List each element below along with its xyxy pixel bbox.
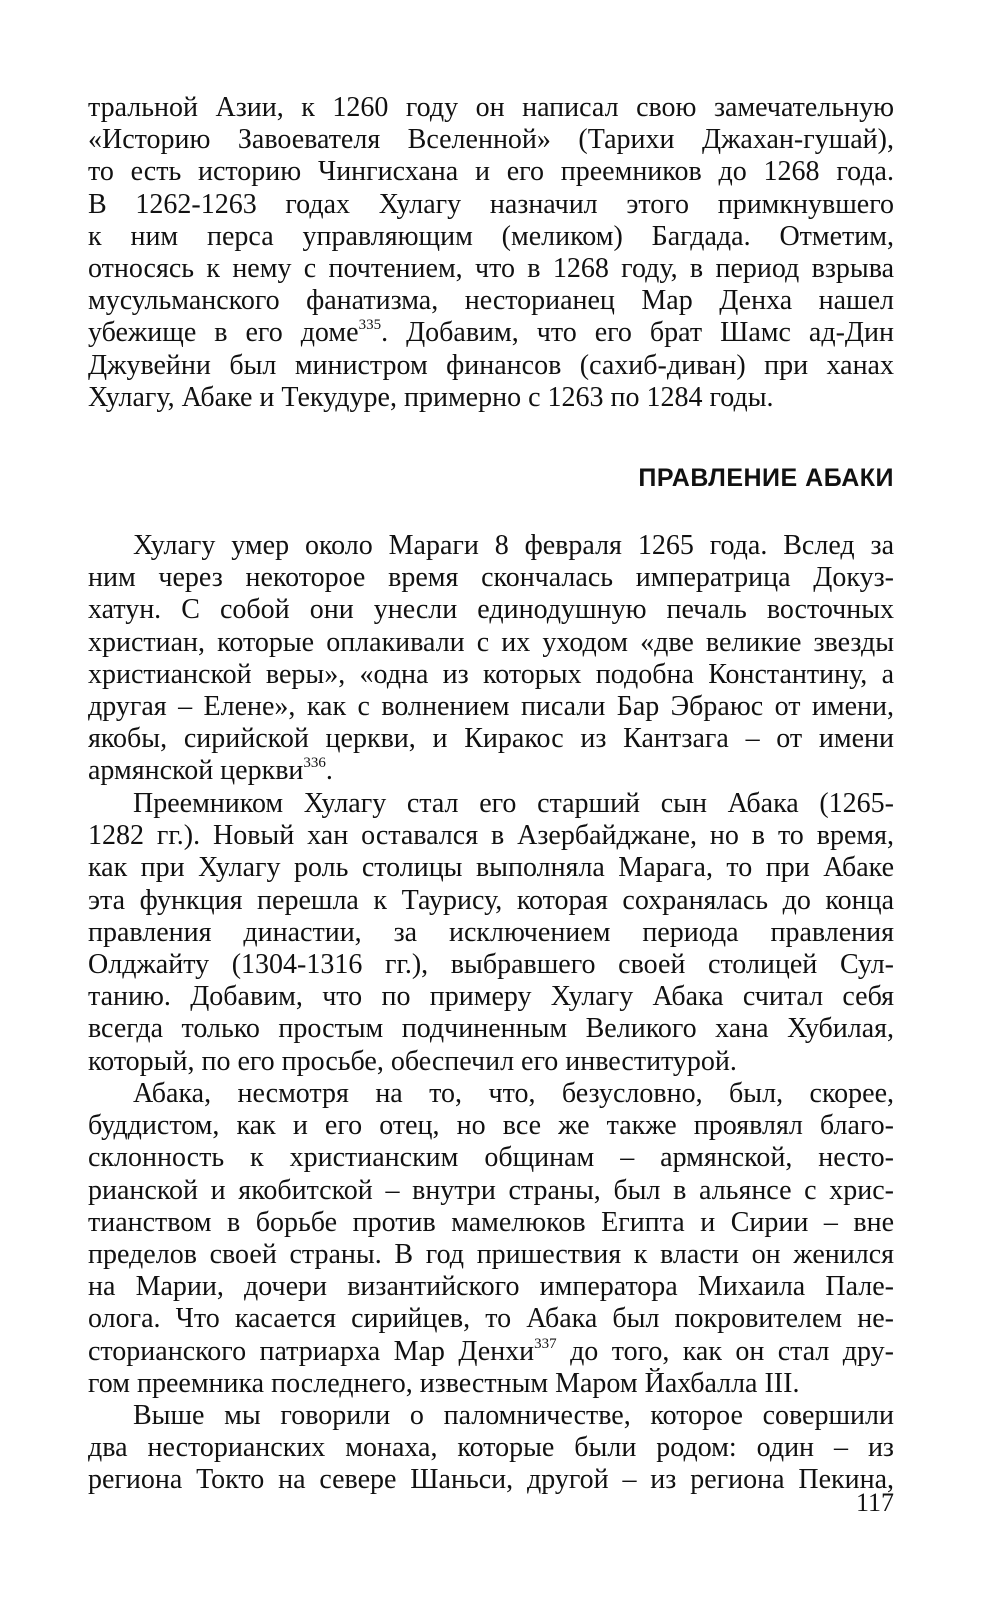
text-line: В 1262-1263 годах Хулагу назначил этого примкнувшего — [88, 188, 894, 220]
text-segment: до того, как он стал дру- — [556, 1335, 894, 1367]
text-line: Олджайту (1304-1316 гг.), выбравшего своей столицей Сул- — [88, 948, 894, 980]
paragraph-4 — [88, 1400, 894, 1497]
text-line: хатун. С собой они унесли единодушную печаль восточных — [88, 594, 894, 626]
text-line: буддистом, как и его отец, но все же также проявлял благо- — [88, 1110, 894, 1142]
text-line: склонность к христианским общинам – армянской, несто- — [88, 1142, 894, 1174]
text-line: который, по его просьбе, обеспечил его инвеститурой. — [88, 1045, 737, 1077]
text-line: христиан, которые оплакивали с их уходом «две великие звезды — [88, 626, 894, 658]
text-line: Абака, несмотря на то, что, безусловно, был, скорее, — [133, 1078, 894, 1109]
footnote-ref-336: 336 — [303, 755, 326, 772]
text-line: тианством в борьбе против мамелюков Египта и Сирии – вне — [88, 1206, 894, 1238]
text-line: танию. Добавим, что по примеру Хулагу Абака считал себя — [88, 981, 894, 1013]
section-heading: ПРАВЛЕНИЕ АБАКИ — [638, 464, 894, 492]
footnote-ref-335: 335 — [358, 317, 382, 334]
intro-paragraph — [88, 92, 894, 414]
text-line: к ним перса управляющим (меликом) Багдада. Отметим, — [88, 220, 894, 252]
text-line: Выше мы говорили о паломничестве, которое совершили — [133, 1400, 894, 1431]
text-line: всегда только простым подчиненным Великого хана Хубилая, — [88, 1013, 894, 1045]
text-line: пределов своей страны. В год пришествия к власти он женился — [88, 1238, 894, 1270]
paragraph-2 — [88, 788, 894, 1078]
text-segment: сторианского патриарха Мар Денхи — [88, 1335, 535, 1367]
text-line: 1282 гг.). Новый хан оставался в Азербайджане, но в то время, — [88, 820, 894, 852]
text-line: эта функция перешла к Таурису, которая сохранялась до конца — [88, 884, 894, 916]
text-line: региона Токто на севере Шаньси, другой – из региона Пекина, — [88, 1464, 894, 1496]
text-line: Хулагу умер около Мараги 8 февраля 1265 года. Вслед за — [133, 530, 894, 561]
text-line: рианской и якобитской – внутри страны, был в альянсе с хрис- — [88, 1174, 894, 1206]
footnote-ref-337: 337 — [534, 1335, 557, 1352]
text-line: то есть историю Чингисхана и его преемников до 1268 года. — [88, 156, 894, 188]
text-segment: армянской церкви — [88, 755, 304, 787]
text-line: гом преемника последнего, известным Маром Йахбалла III. — [88, 1367, 800, 1399]
text-segment: убежище в его доме — [88, 317, 359, 349]
text-line: якобы, сирийской церкви, и Киракос из Кантзага – от имени — [88, 723, 894, 755]
text-line: мусульманского фанатизма, несторианец Мар Денха нашел — [88, 285, 894, 317]
text-line: на Марии, дочери византийского императора Михаила Пале- — [88, 1271, 894, 1303]
text-line-with-footnote — [88, 1336, 894, 1368]
text-line-with-footnote — [88, 317, 894, 349]
text-segment: . — [325, 755, 333, 787]
text-line: «Историю Завоевателя Вселенной» (Тарихи Джахан-гушай), — [88, 124, 894, 156]
text-line-with-footnote — [88, 755, 894, 787]
text-line: ним через некоторое время скончалась императрица Докуз- — [88, 562, 894, 594]
text-line: относясь к нему с почтением, что в 1268 году, в период взрыва — [88, 252, 894, 284]
text-line: правления династии, за исключением периода правления — [88, 916, 894, 948]
text-segment: . Добавим, что его брат Шамс ад-Дин — [381, 317, 894, 349]
text-line: олога. Что касается сирийцев, то Абака был покровителем не- — [88, 1303, 894, 1335]
page-number: 117 — [855, 1488, 894, 1517]
text-line: Джувейни был министром финансов (сахиб-диван) при ханах — [88, 349, 894, 381]
text-line: как при Хулагу роль столицы выполняла Марага, то при Абаке — [88, 852, 894, 884]
paragraph-3 — [88, 1078, 894, 1400]
text-line: два несторианских монаха, которые были родом: один – из — [88, 1432, 894, 1464]
paragraph-1 — [88, 530, 894, 788]
text-line: тральной Азии, к 1260 году он написал свою замечательную — [88, 92, 894, 123]
text-line: христианской веры», «одна из которых подобна Константину, а — [88, 658, 894, 690]
text-line: Преемником Хулагу стал его старший сын Абака (1265- — [133, 788, 894, 819]
text-line: Хулагу, Абаке и Текудуре, примерно с 1263 по 1284 годы. — [88, 381, 774, 413]
text-line: другая – Елене», как с волнением писали Бар Эбраюс от имени, — [88, 690, 894, 722]
